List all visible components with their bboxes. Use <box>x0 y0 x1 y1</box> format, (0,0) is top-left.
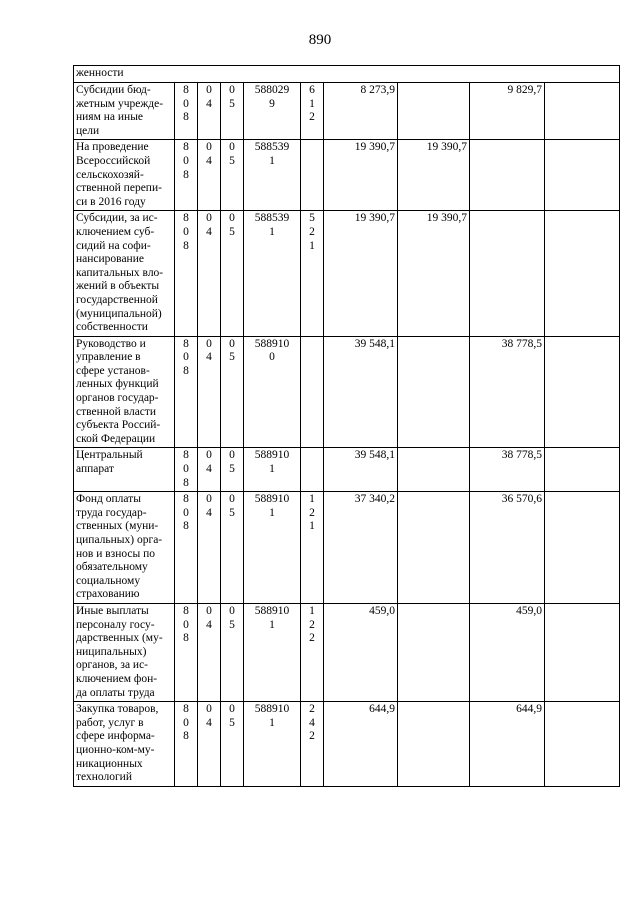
item-name-line: ключением суб- <box>76 225 155 238</box>
item-name-cell <box>74 492 175 604</box>
code-digit: 5 <box>229 618 235 631</box>
code-digit: 8 <box>183 364 189 377</box>
code-digit: 8 <box>183 239 189 252</box>
item-name-line: ственной перепи- <box>76 182 162 195</box>
code-cell-c3 <box>221 140 244 211</box>
item-name-line: работ, услуг в <box>76 716 144 729</box>
amount-cell-v3 <box>470 140 545 211</box>
code-digit: 4 <box>206 506 212 519</box>
code-digit: 588910 <box>254 337 290 350</box>
code-digit: 8 <box>183 141 189 154</box>
code-digit: 2 <box>309 632 315 645</box>
item-name-line: сидий на софи- <box>76 239 151 252</box>
item-name-cell <box>74 140 175 211</box>
code-cell-c2 <box>198 140 221 211</box>
code-cell-c1 <box>175 603 198 701</box>
code-digit: 0 <box>229 212 235 225</box>
code-digit: 4 <box>206 463 212 476</box>
code-digit: 2 <box>309 506 315 519</box>
code-digit: 4 <box>206 97 212 110</box>
code-cell-c3 <box>221 448 244 492</box>
code-digit: 4 <box>206 154 212 167</box>
code-digit: 5 <box>229 351 235 364</box>
budget-table <box>73 65 620 787</box>
code-cell-c2 <box>198 702 221 787</box>
amount-cell-v2 <box>398 83 470 140</box>
code-digit: 5 <box>229 225 235 238</box>
code-digit: 8 <box>183 212 189 225</box>
code-digit: 8 <box>183 632 189 645</box>
amount-cell-v4 <box>545 336 620 448</box>
item-name-cell <box>74 448 175 492</box>
code-digit: 8 <box>183 604 189 617</box>
code-digit: 0 <box>229 604 235 617</box>
item-name-line: ленных функций <box>76 378 159 391</box>
item-name-line: сельскохозяй- <box>76 168 144 181</box>
code-cell-c4 <box>244 140 301 211</box>
item-name-line: никационных <box>76 757 143 770</box>
code-digit: 6 <box>309 84 315 96</box>
item-name-cell <box>74 702 175 787</box>
code-cell-c4 <box>244 492 301 604</box>
table-body <box>74 66 620 787</box>
code-digit: 0 <box>229 141 235 154</box>
code-digit: 8 <box>183 520 189 533</box>
amount-cell-v2: 19 390,7 <box>398 211 470 336</box>
code-digit: 588910 <box>254 449 290 462</box>
code-digit: 588539 <box>254 212 290 225</box>
code-cell-c2 <box>198 211 221 336</box>
code-digit: 0 <box>183 716 189 729</box>
item-name-line: органов государ- <box>76 392 159 405</box>
item-name-line: труда государ- <box>76 506 147 519</box>
item-name-line: ственных (муни- <box>76 520 159 533</box>
item-name-line: жений в объекты <box>76 280 160 293</box>
item-name-cell <box>74 336 175 448</box>
item-name-line: нов и взносы по <box>76 547 156 560</box>
amount-cell-v1: 39 548,1 <box>324 448 398 492</box>
code-cell-c2 <box>198 492 221 604</box>
item-name-line: ниципальных) <box>76 645 147 658</box>
code-cell-c3 <box>221 83 244 140</box>
code-digit: 0 <box>229 703 235 716</box>
item-name-line: дарственных (му- <box>76 632 163 645</box>
amount-cell-v4 <box>545 702 620 787</box>
code-digit: 5 <box>229 154 235 167</box>
code-digit: 0 <box>269 351 275 364</box>
code-digit: 8 <box>183 337 189 350</box>
code-cell-c3 <box>221 603 244 701</box>
code-digit: 588029 <box>254 84 290 96</box>
item-name-line: Иные выплаты <box>76 604 149 617</box>
item-name-line: Всероссийской <box>76 154 151 167</box>
code-digit: 8 <box>183 493 189 506</box>
code-cell-c3 <box>221 492 244 604</box>
amount-cell-v3: 9 829,7 <box>470 83 545 140</box>
code-digit: 8 <box>183 111 189 124</box>
code-cell-c4 <box>244 336 301 448</box>
amount-cell-v1: 19 390,7 <box>324 211 398 336</box>
code-digit: 0 <box>206 84 212 96</box>
item-name-line: жетным учрежде- <box>76 97 164 110</box>
code-digit: 1 <box>309 604 315 617</box>
item-name-line: субъекта Россий- <box>76 419 161 432</box>
code-cell-c1 <box>175 702 198 787</box>
item-name-line: ской Федерации <box>76 432 156 445</box>
amount-cell-v2 <box>398 448 470 492</box>
item-name-line: государственной <box>76 293 158 306</box>
code-cell-c2 <box>198 448 221 492</box>
code-digit: 5 <box>309 212 315 225</box>
code-digit: 0 <box>183 154 189 167</box>
item-name-line: капитальных вло- <box>76 266 164 279</box>
item-name-line: да оплаты труда <box>76 686 155 699</box>
item-name-line: аппарат <box>76 463 114 476</box>
item-name-line: ключением фон- <box>76 672 158 685</box>
item-name-cell <box>74 211 175 336</box>
code-cell-c3 <box>221 336 244 448</box>
code-cell-c1 <box>175 492 198 604</box>
code-digit: 8 <box>183 168 189 181</box>
code-digit: 1 <box>269 618 275 631</box>
amount-cell-v4 <box>545 492 620 604</box>
code-digit: 1 <box>309 239 315 252</box>
item-name-line: управление в <box>76 351 141 364</box>
code-digit: 2 <box>309 111 315 124</box>
code-digit: 0 <box>206 604 212 617</box>
code-cell-c5 <box>301 448 324 492</box>
amount-cell-v2 <box>398 336 470 448</box>
code-cell-c2 <box>198 336 221 448</box>
code-digit: 5 <box>229 463 235 476</box>
code-cell-c5 <box>301 603 324 701</box>
amount-cell-v2 <box>398 702 470 787</box>
code-digit: 5 <box>229 97 235 110</box>
code-digit: 5 <box>229 506 235 519</box>
item-name-line: На проведение <box>76 141 149 154</box>
code-cell-c4 <box>244 211 301 336</box>
code-digit: 0 <box>183 351 189 364</box>
code-digit: 0 <box>229 337 235 350</box>
amount-cell-v4 <box>545 83 620 140</box>
code-digit: 1 <box>269 154 275 167</box>
code-digit: 2 <box>309 703 315 716</box>
amount-cell-v1: 39 548,1 <box>324 336 398 448</box>
code-digit: 4 <box>206 351 212 364</box>
table-row <box>74 702 620 787</box>
item-name-line: обязательному <box>76 561 148 574</box>
amount-cell-v2 <box>398 492 470 604</box>
code-digit: 588910 <box>254 493 290 506</box>
code-digit: 4 <box>206 225 212 238</box>
code-digit: 8 <box>183 703 189 716</box>
item-name-line: технологий <box>76 771 132 784</box>
code-cell-c3 <box>221 702 244 787</box>
code-digit: 588910 <box>254 703 290 716</box>
item-name-line: ципальных) орга- <box>76 534 163 546</box>
code-digit: 0 <box>229 493 235 506</box>
code-cell-c4 <box>244 83 301 140</box>
item-name-cell <box>74 603 175 701</box>
continuation-text: женности <box>74 66 620 83</box>
table-row <box>74 336 620 448</box>
item-name-line: си в 2016 году <box>76 195 146 208</box>
code-digit: 0 <box>183 97 189 110</box>
code-digit: 0 <box>183 618 189 631</box>
table-row <box>74 211 620 336</box>
code-digit: 1 <box>269 225 275 238</box>
code-digit: 4 <box>206 618 212 631</box>
amount-cell-v3 <box>470 211 545 336</box>
code-cell-c1 <box>175 140 198 211</box>
amount-cell-v2: 19 390,7 <box>398 140 470 211</box>
amount-cell-v1: 19 390,7 <box>324 140 398 211</box>
code-cell-c1 <box>175 211 198 336</box>
table-row <box>74 448 620 492</box>
item-name-line: персоналу госу- <box>76 618 155 631</box>
code-cell-c5 <box>301 211 324 336</box>
code-cell-c4 <box>244 603 301 701</box>
amount-cell-v4 <box>545 211 620 336</box>
code-digit: 588539 <box>254 141 290 154</box>
code-digit: 0 <box>183 506 189 519</box>
code-digit: 4 <box>206 716 212 729</box>
amount-cell-v4 <box>545 603 620 701</box>
item-name-line: органов, за ис- <box>76 659 149 672</box>
item-name-line: сфере установ- <box>76 364 150 377</box>
amount-cell-v3: 459,0 <box>470 603 545 701</box>
code-cell-c1 <box>175 336 198 448</box>
code-digit: 8 <box>183 476 189 489</box>
code-digit: 1 <box>269 716 275 729</box>
code-cell-c5 <box>301 492 324 604</box>
item-name-line: Закупка товаров, <box>76 703 159 716</box>
amount-cell-v4 <box>545 448 620 492</box>
code-digit: 0 <box>206 703 212 716</box>
code-digit: 0 <box>206 141 212 154</box>
table-row <box>74 140 620 211</box>
code-cell-c5 <box>301 702 324 787</box>
item-name-line: Субсидии, за ис- <box>76 212 158 225</box>
item-name-line: собственности <box>76 321 148 334</box>
code-cell-c3 <box>221 211 244 336</box>
code-digit: 0 <box>183 225 189 238</box>
code-digit: 1 <box>269 463 275 476</box>
continuation-row <box>74 66 620 83</box>
amount-cell-v3: 38 778,5 <box>470 336 545 448</box>
amount-cell-v4 <box>545 140 620 211</box>
code-digit: 588910 <box>254 604 290 617</box>
code-digit: 9 <box>269 97 275 110</box>
code-digit: 0 <box>206 212 212 225</box>
code-digit: 1 <box>309 520 315 533</box>
code-digit: 8 <box>183 730 189 743</box>
item-name-line: сфере информа- <box>76 730 155 743</box>
code-digit: 1 <box>269 506 275 519</box>
item-name-line: ственной власти <box>76 405 157 418</box>
code-digit: 2 <box>309 730 315 743</box>
item-name-line: ниям на иные <box>76 111 144 124</box>
item-name-line: цели <box>76 124 100 137</box>
code-cell-c2 <box>198 603 221 701</box>
page-number: 890 <box>308 32 332 48</box>
amount-cell-v3: 644,9 <box>470 702 545 787</box>
item-name-cell <box>74 83 175 140</box>
code-digit: 2 <box>309 225 315 238</box>
table-row <box>74 492 620 604</box>
code-digit: 2 <box>309 618 315 631</box>
code-digit: 0 <box>229 84 235 96</box>
code-digit: 0 <box>229 449 235 462</box>
item-name-line: Руководство и <box>76 337 146 350</box>
amount-cell-v1: 8 273,9 <box>324 83 398 140</box>
item-name-line: нансирование <box>76 253 144 266</box>
amount-cell-v1: 459,0 <box>324 603 398 701</box>
code-cell-c1 <box>175 448 198 492</box>
amount-cell-v2 <box>398 603 470 701</box>
code-digit: 8 <box>183 449 189 462</box>
item-name-line: страхованию <box>76 588 140 601</box>
code-digit: 5 <box>229 716 235 729</box>
amount-cell-v3: 36 570,6 <box>470 492 545 604</box>
code-cell-c5 <box>301 83 324 140</box>
code-digit: 1 <box>309 493 315 506</box>
code-digit: 1 <box>309 97 315 110</box>
code-digit: 0 <box>183 463 189 476</box>
amount-cell-v3: 38 778,5 <box>470 448 545 492</box>
code-cell-c4 <box>244 702 301 787</box>
item-name-line: социальному <box>76 574 141 587</box>
amount-cell-v1: 37 340,2 <box>324 492 398 604</box>
table-row <box>74 603 620 701</box>
code-cell-c4 <box>244 448 301 492</box>
item-name-line: Центральный <box>76 449 143 462</box>
code-digit: 0 <box>206 337 212 350</box>
code-cell-c5 <box>301 336 324 448</box>
code-cell-c1 <box>175 83 198 140</box>
item-name-line: ционно-ком-му- <box>76 743 155 756</box>
code-digit: 8 <box>183 84 189 96</box>
table-row <box>74 83 620 140</box>
amount-cell-v1: 644,9 <box>324 702 398 787</box>
item-name-line: Фонд оплаты <box>76 493 141 506</box>
code-digit: 0 <box>206 449 212 462</box>
code-cell-c5 <box>301 140 324 211</box>
code-digit: 0 <box>206 493 212 506</box>
code-cell-c2 <box>198 83 221 140</box>
code-digit: 4 <box>309 716 315 729</box>
item-name-line: (муниципальной) <box>76 307 162 320</box>
item-name-line: Субсидии бюд- <box>76 84 151 96</box>
